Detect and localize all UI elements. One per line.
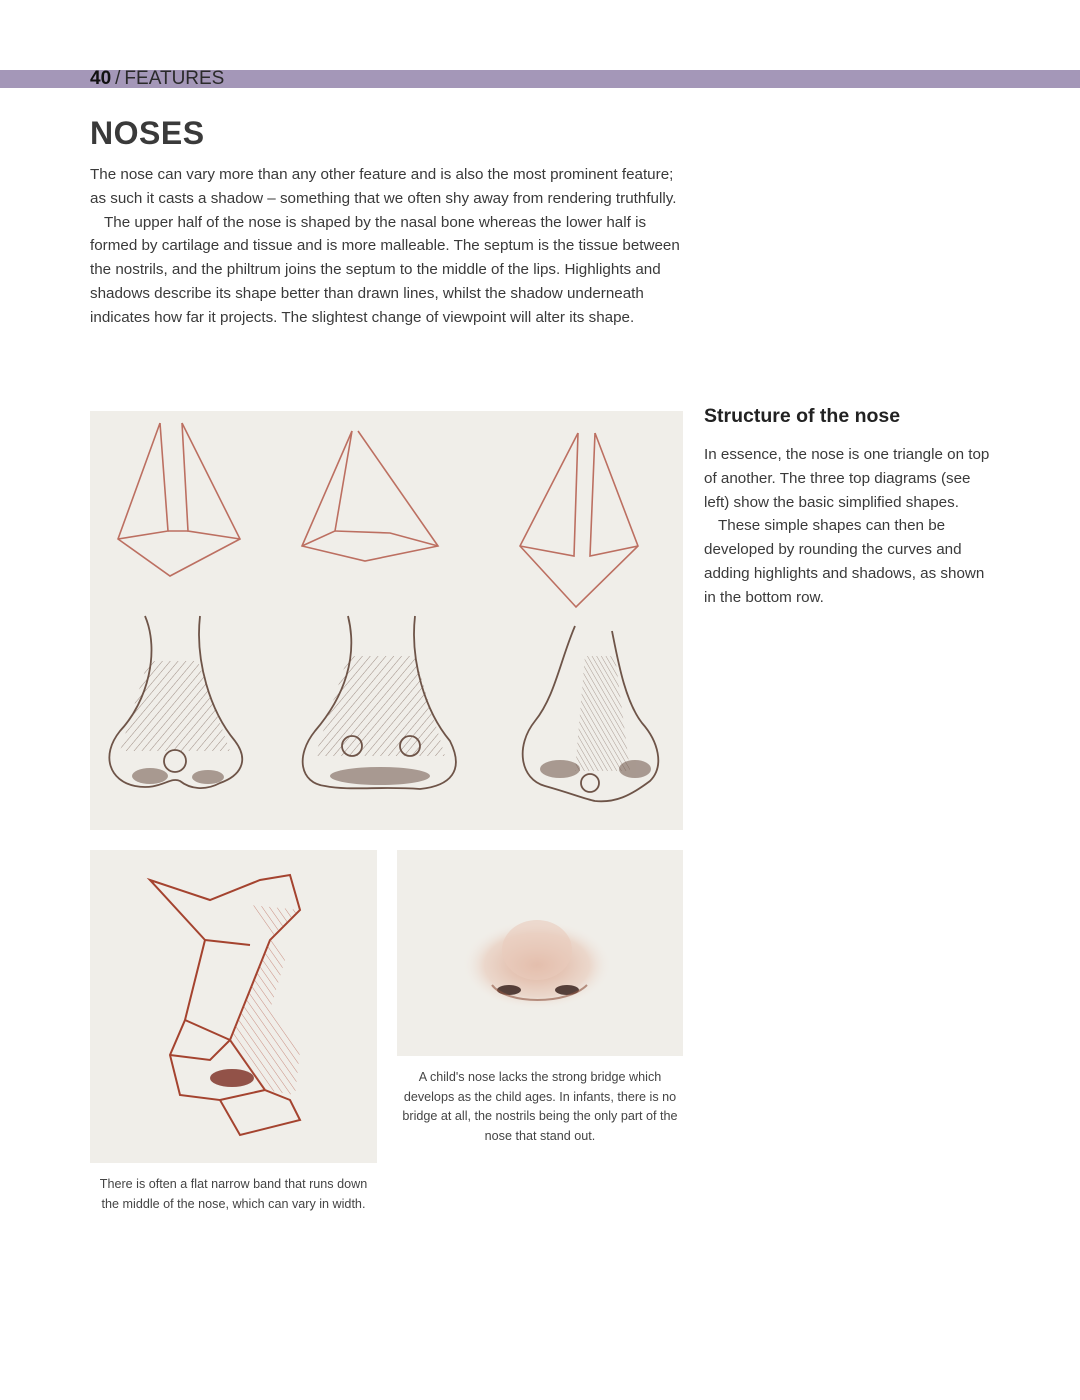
child-nose-panel <box>397 850 683 1056</box>
side-view-panel <box>90 850 377 1163</box>
page-title: NOSES <box>90 115 205 151</box>
running-head <box>90 68 224 90</box>
page-number: 40 <box>90 68 112 89</box>
sidebar-paragraph-2: These simple shapes can then be developed by rounding the curves and adding highlights and shadows, as shown in the bottom row. <box>704 517 985 606</box>
side-view-nose-sketch <box>90 850 377 1163</box>
sidebar-paragraph-1: In essence, the nose is one triangle on top of another. The three top diagrams (see left) show the basic simplified shapes. <box>704 446 990 511</box>
side-view-caption: There is often a flat narrow band that runs down the middle of the nose, which can vary in width. <box>99 1177 368 1211</box>
nose-diagrams-panel <box>90 411 683 830</box>
intro-text <box>90 163 690 330</box>
intro-paragraph-1: The nose can vary more than any other feature and is also the most prominent feature; as such it casts a shadow – something that we often shy away from rendering truthfully. <box>90 166 677 207</box>
sidebar-text <box>704 443 994 610</box>
running-head-separator: / <box>115 68 121 89</box>
sidebar-heading: Structure of the nose <box>704 405 901 427</box>
intro-paragraph-2: The upper half of the nose is shaped by the nasal bone whereas the lower half is formed by cartilage and tissue and is more malleable. The septum is the tissue between the nostrils, and the philtrum joins the septum to the middle of the lips. Highlights and shadows describe its shape better than drawn lines, whilst the shadow underneath indicates how far it projects. The slightest change of viewpoint will alter its shape. <box>90 213 680 326</box>
section-name: FEATURES <box>124 68 225 89</box>
child-nose-caption: A child's nose lacks the strong bridge which develops as the child ages. In infants, there is no bridge at all, the nostrils being the only part of the nose that stand out. <box>402 1070 678 1143</box>
child-nose-sketch <box>397 850 683 1056</box>
nose-diagrams-illustration <box>90 411 683 830</box>
